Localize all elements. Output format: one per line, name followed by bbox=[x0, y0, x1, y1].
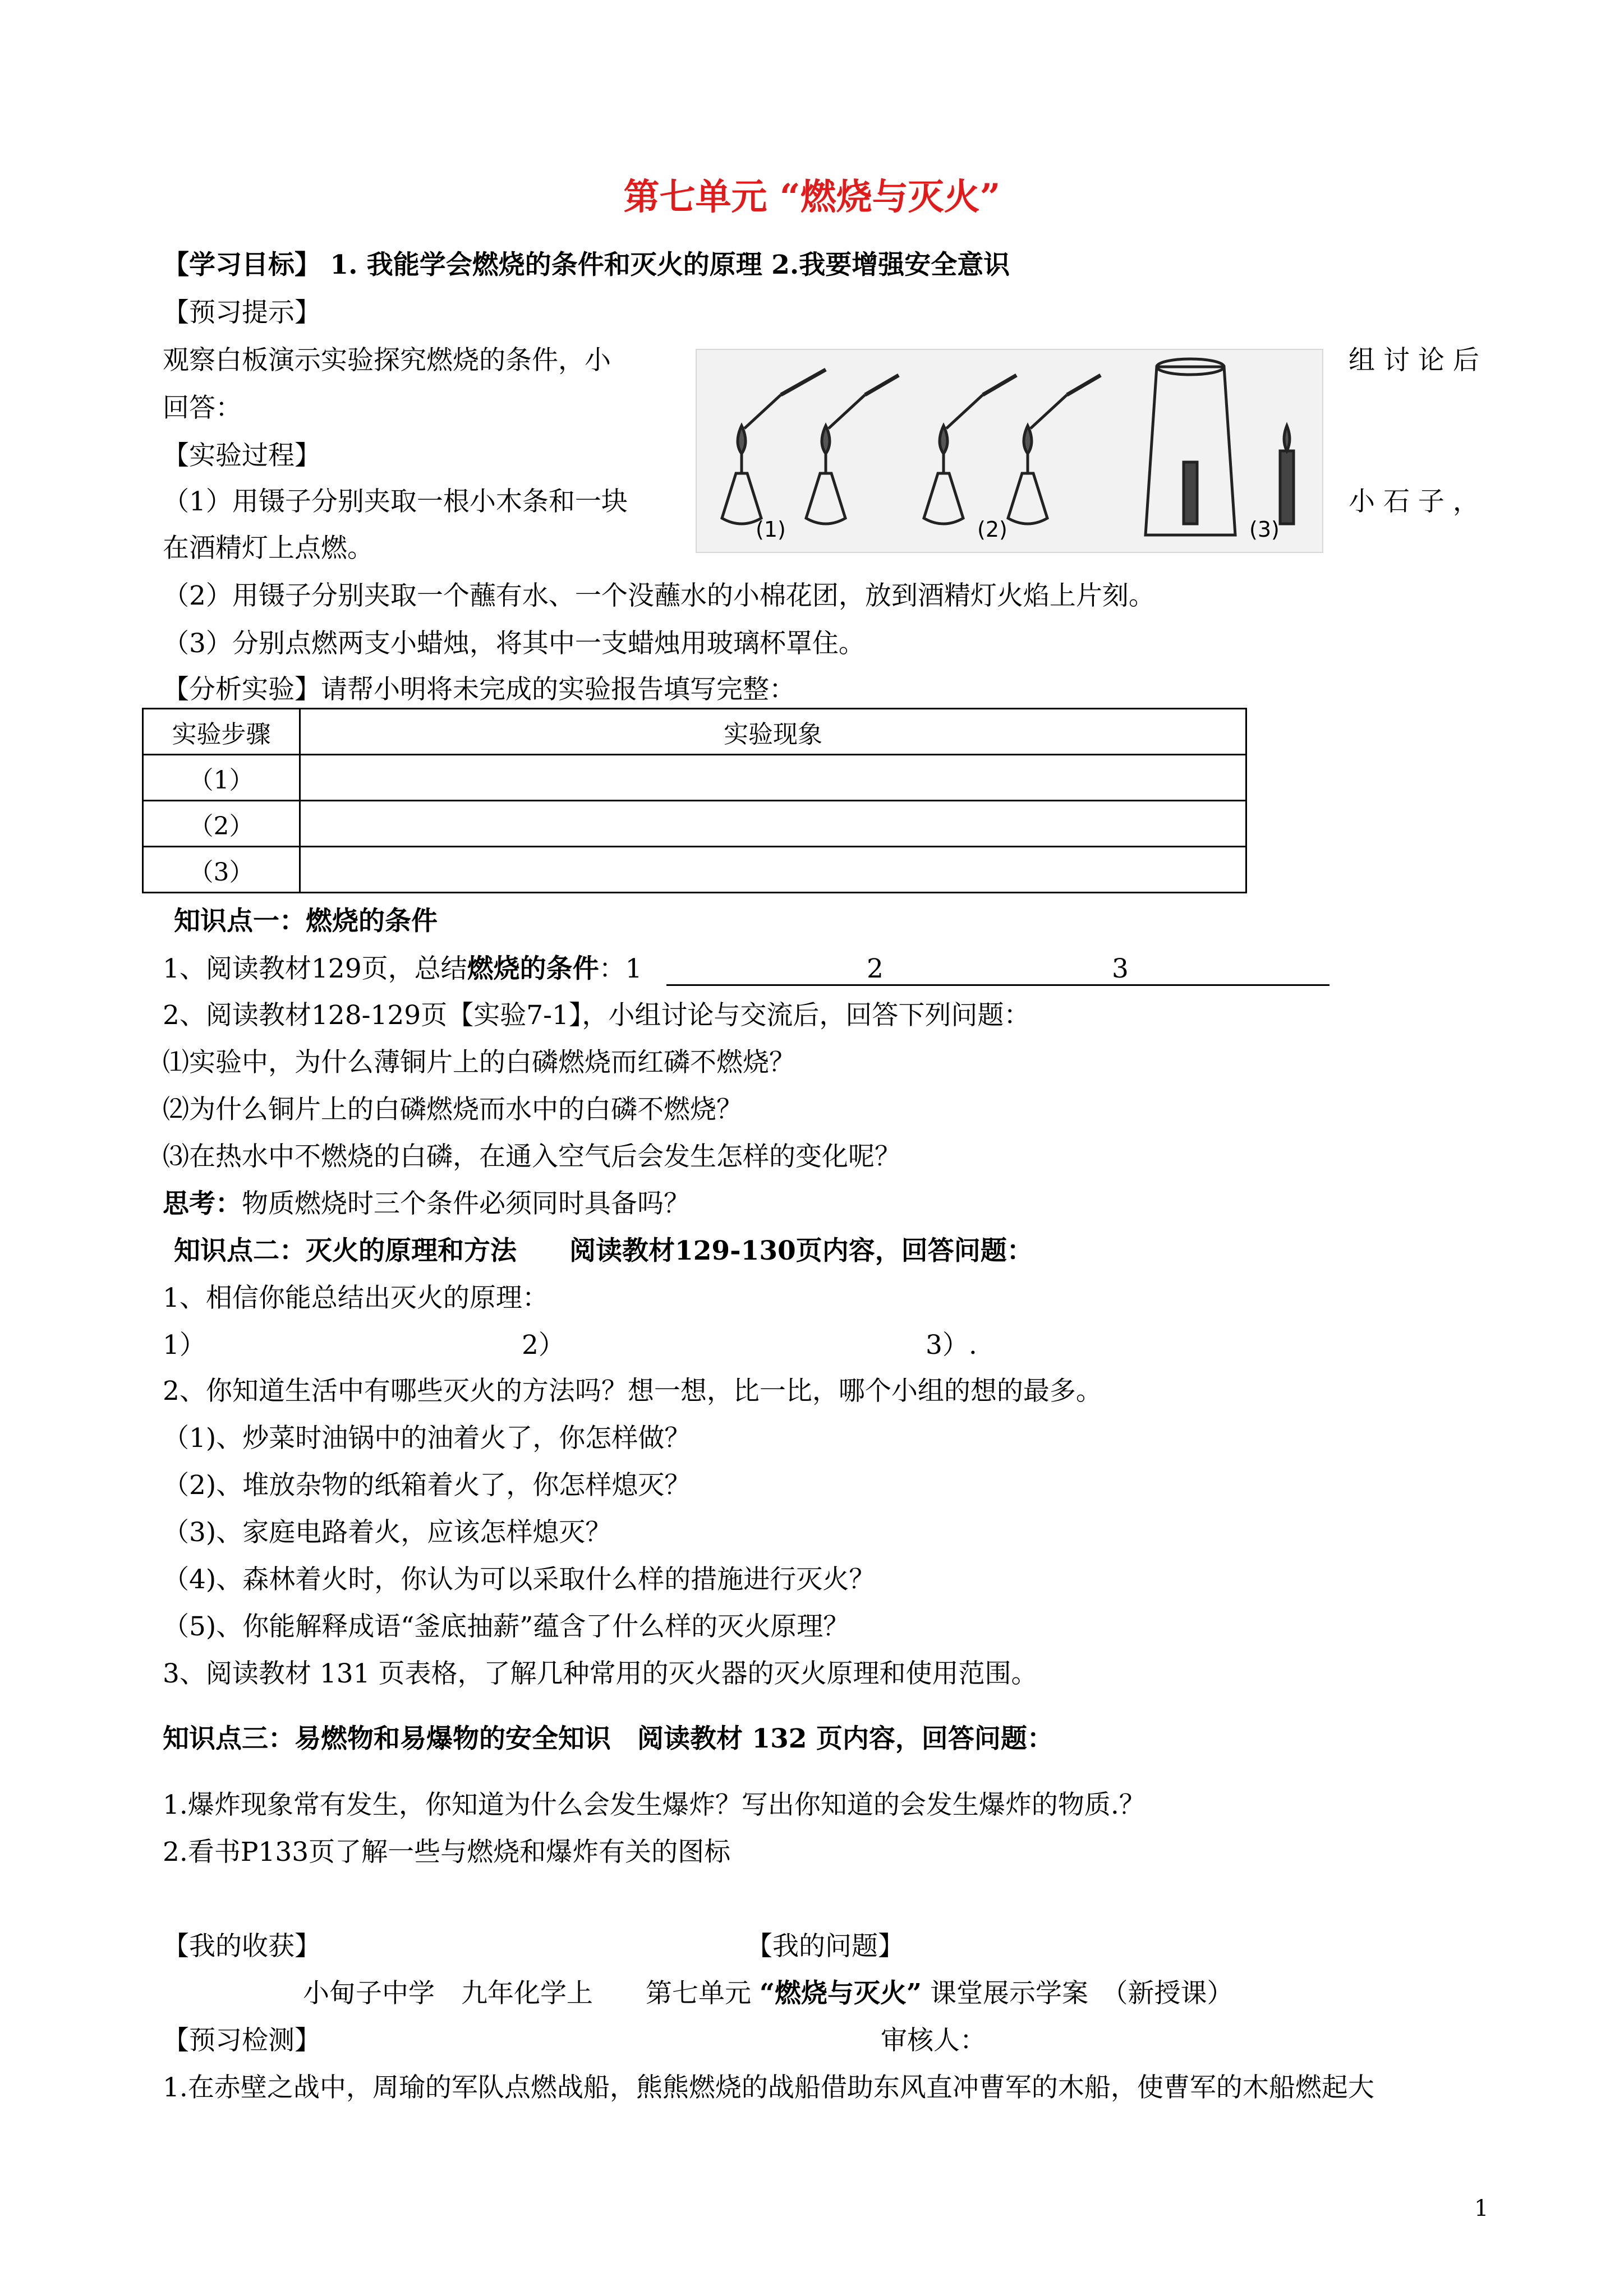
analysis-heading: 【分析实验】请帮小明将未完成的实验报告填写完整： bbox=[163, 674, 795, 705]
kp1-q1-bold: 燃烧的条件 bbox=[467, 953, 599, 984]
step-1-continued: 在酒精灯上点燃。 bbox=[163, 533, 374, 564]
kp1-s2: ⑵为什么铜片上的白磷燃烧而水中的白磷不燃烧？ bbox=[163, 1094, 743, 1125]
think-text: 物质燃烧时三个条件必须同时具备吗？ bbox=[242, 1188, 690, 1219]
preview-hint-heading: 【预习提示】 bbox=[163, 297, 321, 328]
header-step: 实验步骤 bbox=[143, 709, 300, 755]
last-line-text: 1.在赤壁之战中，周瑜的军队点燃战船，熊熊燃烧的战船借助东风直冲曹军的木船，使曹军的木船燃起大 bbox=[163, 2072, 1374, 2103]
step-1-right: 小 石 子 ， bbox=[1349, 486, 1479, 517]
conditions-blank-line[interactable] bbox=[666, 984, 1329, 986]
kp2-title: 知识点二：灭火的原理和方法 阅读教材129-130页内容，回答问题： bbox=[174, 1235, 1033, 1266]
kp1-think bbox=[163, 1186, 690, 1223]
table-row bbox=[143, 847, 1246, 893]
alcohol-lamps-illustration bbox=[697, 350, 1322, 552]
kp2-i5: （5)、你能解释成语“釜底抽薪”蕴含了什么样的灭火原理？ bbox=[163, 1611, 850, 1642]
table-row bbox=[143, 755, 1246, 801]
kp2-a3: 3）. bbox=[926, 1330, 977, 1361]
row-step-1: （1） bbox=[143, 755, 300, 801]
row-phenomenon-cell-2[interactable] bbox=[300, 801, 1246, 847]
experiment-report-table bbox=[142, 708, 1247, 893]
answer-text: 回答： bbox=[163, 393, 242, 423]
header-phenomenon: 实验现象 bbox=[300, 709, 1246, 755]
kp1-q1-suffix: ：1 bbox=[599, 953, 642, 984]
footer-right: 课堂展示学案 （新授课） bbox=[930, 1978, 1234, 2009]
observe-text-right: 组 讨 论 后 bbox=[1349, 345, 1479, 376]
footer-bold: “燃烧与灭火” bbox=[759, 1978, 922, 2009]
figure-label-3: (3) bbox=[1249, 517, 1280, 542]
kp1-q2: 2、阅读教材128-129页【实验7-1】，小组讨论与交流后，回答下列问题： bbox=[163, 1000, 1030, 1031]
kp1-q1-prefix: 1、阅读教材129页，总结 bbox=[163, 953, 467, 984]
row-phenomenon-cell-1[interactable] bbox=[300, 755, 1246, 801]
kp2-a1: 1） bbox=[163, 1330, 206, 1361]
kp2-q1: 1、相信你能总结出灭火的原理： bbox=[163, 1283, 549, 1313]
page-number: 1 bbox=[1474, 2196, 1489, 2221]
row-step-3: （3） bbox=[143, 847, 300, 893]
preview-check-heading: 【预习检测】 bbox=[163, 2025, 321, 2056]
step-3: （3）分别点燃两支小蜡烛，将其中一支蜡烛用玻璃杯罩住。 bbox=[163, 628, 865, 659]
kp2-i4: （4)、森林着火时，你认为可以采取什么样的措施进行灭火？ bbox=[163, 1564, 876, 1595]
kp3-title: 知识点三：易燃物和易爆物的安全知识 阅读教材 132 页内容，回答问题： bbox=[163, 1723, 1053, 1754]
process-heading: 【实验过程】 bbox=[163, 440, 321, 471]
figure-label-1: (1) bbox=[756, 517, 786, 542]
figure-label-2: (2) bbox=[977, 517, 1007, 542]
kp1-q1 bbox=[163, 951, 642, 988]
reviewer-label: 审核人： bbox=[881, 2025, 986, 2056]
experiment-figure bbox=[696, 349, 1323, 553]
step-2: （2）用镊子分别夹取一个蘸有水、一个没蘸水的小棉花团，放到酒精灯火焰上片刻。 bbox=[163, 580, 1155, 611]
kp3-q2: 2.看书P133页了解一些与燃烧和爆炸有关的图标 bbox=[163, 1837, 731, 1868]
kp2-a2: 2） bbox=[522, 1330, 565, 1361]
row-phenomenon-cell-3[interactable] bbox=[300, 847, 1246, 893]
kp3-q1: 1.爆炸现象常有发生，你知道为什么会发生爆炸？写出你知道的会发生爆炸的物质.？ bbox=[163, 1790, 1145, 1820]
kp2-i2: （2)、堆放杂物的纸箱着火了，你怎样熄灭？ bbox=[163, 1470, 691, 1501]
think-label: 思考： bbox=[163, 1188, 242, 1219]
table-row bbox=[143, 801, 1246, 847]
kp2-q2: 2、你知道生活中有哪些灭火的方法吗？想一想，比一比，哪个小组的想的最多。 bbox=[163, 1376, 1102, 1407]
harvest-heading: 【我的收获】 bbox=[163, 1931, 321, 1962]
kp2-i3: （3)、家庭电路着火，应该怎样熄灭？ bbox=[163, 1517, 612, 1548]
blank-2-label: 2 bbox=[867, 953, 884, 984]
my-questions-heading: 【我的问题】 bbox=[746, 1931, 904, 1962]
observe-text-left: 观察白板演示实验探究燃烧的条件，小 bbox=[163, 345, 611, 376]
blank-3-label: 3 bbox=[1112, 953, 1129, 984]
kp2-i1: （1)、炒菜时油锅中的油着火了，你怎样做？ bbox=[163, 1423, 691, 1454]
footer-line bbox=[303, 1975, 1233, 2012]
kp1-title: 知识点一：燃烧的条件 bbox=[174, 906, 438, 937]
footer-left: 小甸子中学 九年化学上 第七单元 bbox=[303, 1978, 751, 2009]
kp1-s1: ⑴实验中，为什么薄铜片上的白磷燃烧而红磷不燃烧？ bbox=[163, 1047, 795, 1078]
row-step-2: （2） bbox=[143, 801, 300, 847]
learning-goals: 【学习目标】 1. 我能学会燃烧的条件和灭火的原理 2.我要增强安全意识 bbox=[163, 250, 1010, 280]
kp2-q3: 3、阅读教材 131 页表格，了解几种常用的灭火器的灭火原理和使用范围。 bbox=[163, 1658, 1038, 1689]
table-header-row bbox=[143, 709, 1246, 755]
page-title: 第七单元 “燃烧与灭火” bbox=[623, 176, 1001, 218]
kp1-s3: ⑶在热水中不燃烧的白磷，在通入空气后会发生怎样的变化呢？ bbox=[163, 1141, 901, 1172]
step-1-left: （1）用镊子分别夹取一根小木条和一块 bbox=[163, 486, 628, 517]
